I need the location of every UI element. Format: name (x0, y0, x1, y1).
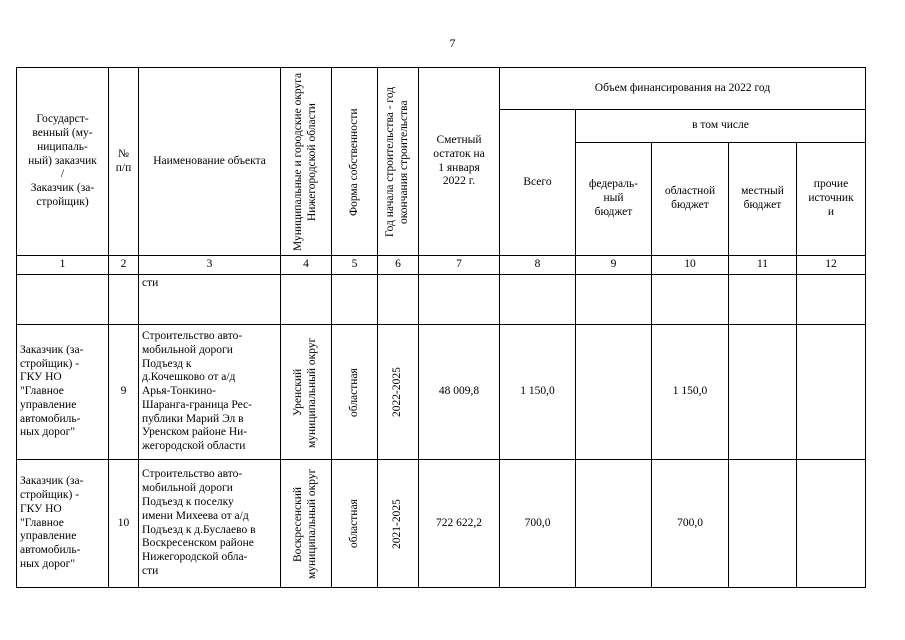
row-regional: 700,0 (652, 460, 729, 588)
financing-table (16, 67, 866, 588)
row-object-name: Строительство авто- мобильной дороги Подъезд к поселку имени Михеева от а/д Подъезд к д.Буслаево в Воскресенском районе Нижегородской обла- сти (139, 460, 281, 588)
header-other: прочие источник и (797, 143, 866, 256)
header-object-name: Наименование объекта (139, 68, 281, 256)
header-local: местный бюджет (729, 143, 797, 256)
row-object-name: Строительство авто- мобильной дороги Подъезд к д.Кочешково от а/д Арья-Тонкино- Шаранга-граница Рес- публики Марий Эл в Уренском районе Ни- жегородской области (139, 325, 281, 460)
row-estimated-balance: 48 009,8 (419, 325, 500, 460)
header-row-1 (17, 68, 866, 110)
row-years: 2021-2025 (378, 460, 419, 588)
column-number: 6 (378, 256, 419, 275)
column-number-row (17, 256, 866, 275)
column-number: 3 (139, 256, 281, 275)
column-number: 2 (109, 256, 139, 275)
header-total: Всего (500, 110, 576, 256)
header-ownership: Форма собственности (332, 68, 378, 256)
row-ownership: областная (332, 325, 378, 460)
row-estimated-balance: 722 622,2 (419, 460, 500, 588)
header-estimated-balance: Сметный остаток на 1 января 2022 г. (419, 68, 500, 256)
row-other (797, 325, 866, 460)
header-municipality: Муниципальные и городские округа Нижегородской области (281, 68, 332, 256)
column-number: 7 (419, 256, 500, 275)
row-local (729, 325, 797, 460)
row-total: 700,0 (500, 460, 576, 588)
row-municipality: Уренский муниципальный округ (281, 325, 332, 460)
row-customer: Заказчик (за- стройщик) - ГКУ НО "Главное управление автомобиль- ных дорог" (17, 325, 109, 460)
header-regional: областной бюджет (652, 143, 729, 256)
table-row (17, 460, 866, 588)
column-number: 9 (576, 256, 652, 275)
row-local (729, 460, 797, 588)
column-number: 12 (797, 256, 866, 275)
row-federal (576, 460, 652, 588)
table-row (17, 325, 866, 460)
column-number: 11 (729, 256, 797, 275)
continuation-row (17, 275, 866, 325)
row-other (797, 460, 866, 588)
header-customer: Государст- венный (му- ниципаль- ный) заказчик / Заказчик (за- стройщик) (17, 68, 109, 256)
header-funding-volume: Объем финансирования на 2022 год (500, 68, 866, 110)
header-years: Год начала строительства - год окончания строительства (378, 68, 419, 256)
row-ownership: областная (332, 460, 378, 588)
row-num: 10 (109, 460, 139, 588)
continuation-text: сти (139, 275, 281, 325)
row-total: 1 150,0 (500, 325, 576, 460)
row-customer: Заказчик (за- стройщик) - ГКУ НО "Главное управление автомобиль- ных дорог" (17, 460, 109, 588)
header-including: в том числе (576, 110, 866, 143)
column-number: 8 (500, 256, 576, 275)
row-municipality: Воскресенский муниципальный округ (281, 460, 332, 588)
column-number: 1 (17, 256, 109, 275)
page-number: 7 (449, 36, 456, 50)
column-number: 5 (332, 256, 378, 275)
column-number: 10 (652, 256, 729, 275)
row-regional: 1 150,0 (652, 325, 729, 460)
row-num: 9 (109, 325, 139, 460)
row-federal (576, 325, 652, 460)
row-years: 2022-2025 (378, 325, 419, 460)
header-federal: федераль- ный бюджет (576, 143, 652, 256)
column-number: 4 (281, 256, 332, 275)
header-num: № п/п (109, 68, 139, 256)
